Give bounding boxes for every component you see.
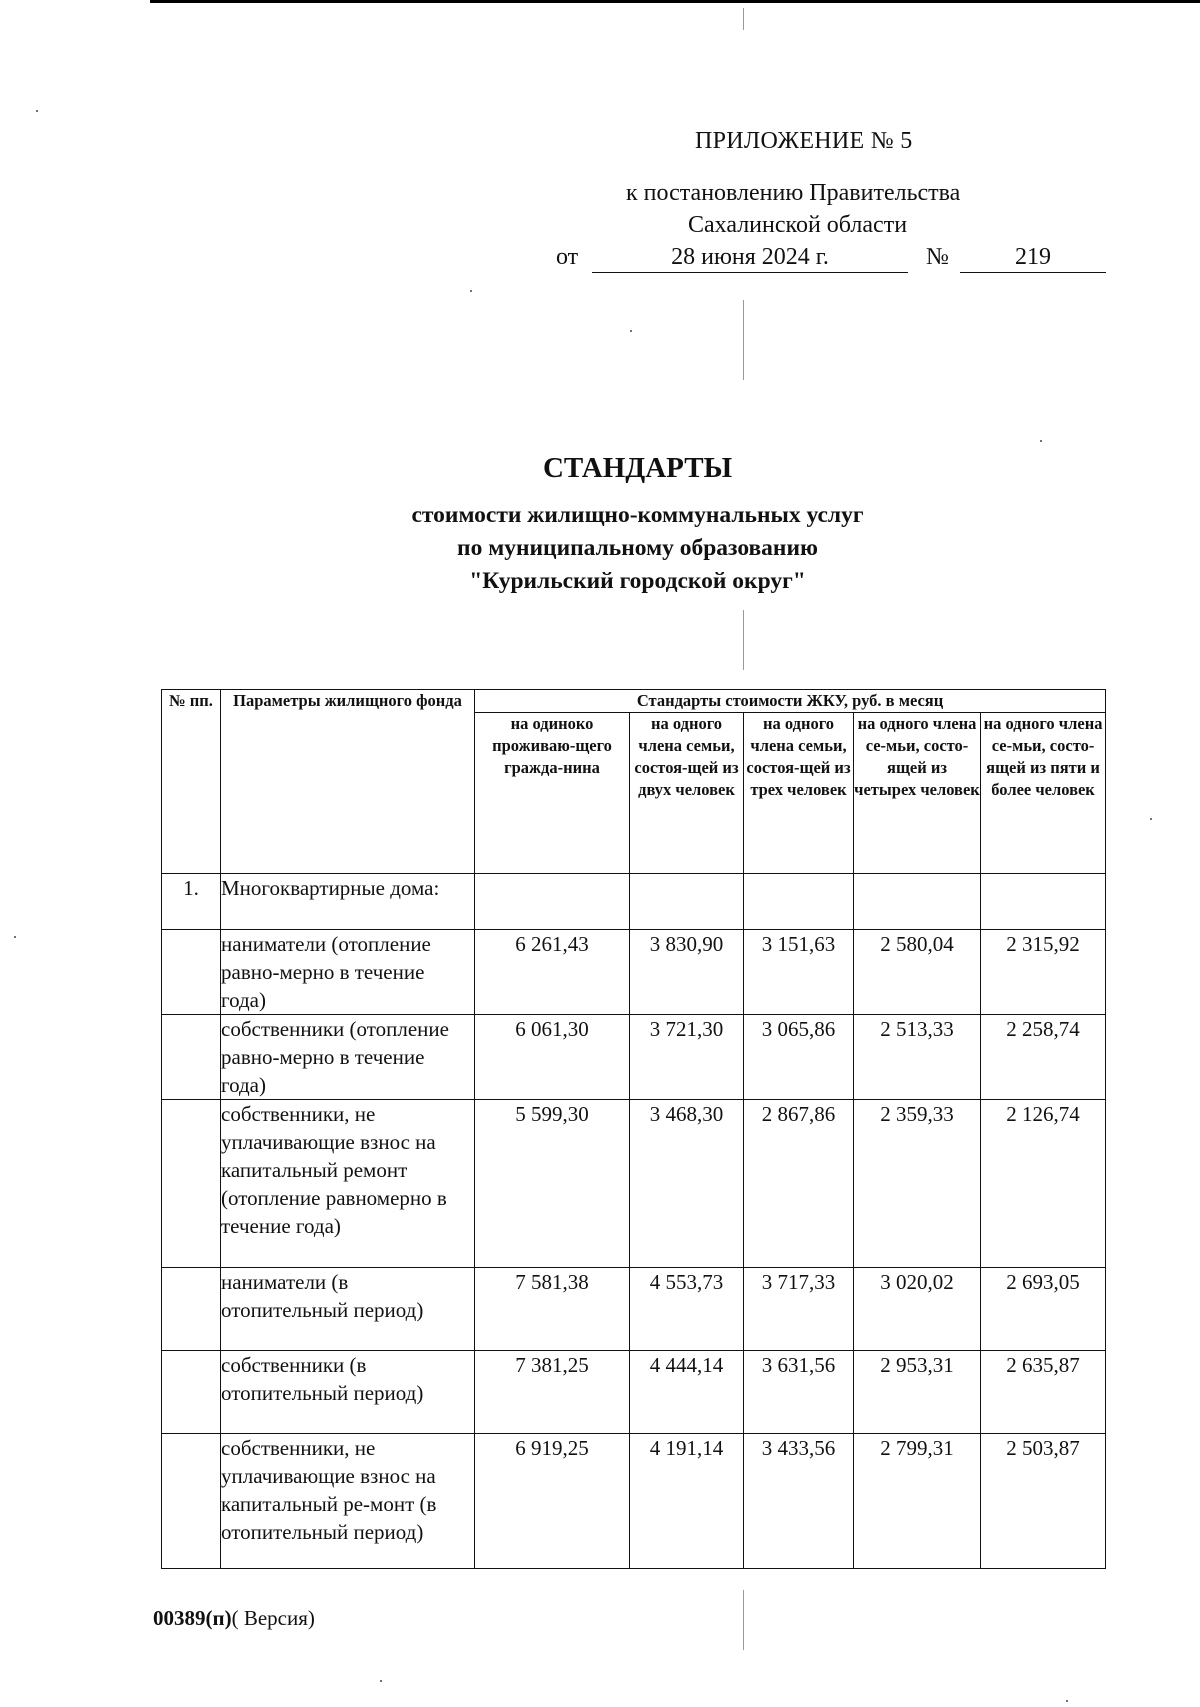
decree-reference: к постановлению Правительства bbox=[626, 180, 961, 206]
document-subtitle-line-3: "Курильский городской округ" bbox=[469, 568, 806, 594]
decree-date-line bbox=[556, 244, 1106, 276]
scan-fold-mark bbox=[743, 610, 744, 670]
column-header-family-3: на одного члена семьи, состоя-щей из трех человек bbox=[744, 713, 854, 874]
row-value: 7 381,25 bbox=[475, 1351, 630, 1434]
row-value bbox=[475, 874, 630, 930]
column-group-header: Стандарты стоимости ЖКУ, руб. в месяц bbox=[475, 690, 1106, 713]
row-parameter: наниматели (отопление равно-мерно в течение года) bbox=[221, 930, 475, 1015]
row-number bbox=[162, 1351, 221, 1434]
row-value: 3 151,63 bbox=[744, 930, 854, 1015]
scan-speck bbox=[470, 290, 472, 292]
decree-number: 219 bbox=[960, 244, 1106, 273]
row-value: 2 867,86 bbox=[744, 1100, 854, 1268]
row-value: 2 359,33 bbox=[854, 1100, 981, 1268]
scan-fold-mark bbox=[743, 300, 744, 380]
table-row bbox=[162, 1015, 1106, 1100]
row-value: 2 126,74 bbox=[981, 1100, 1106, 1268]
scan-speck bbox=[14, 936, 16, 938]
scan-fold-mark bbox=[743, 1590, 744, 1650]
row-number bbox=[162, 1100, 221, 1268]
row-value bbox=[630, 874, 744, 930]
scan-speck bbox=[1066, 1700, 1068, 1702]
row-value: 2 693,05 bbox=[981, 1268, 1106, 1351]
row-parameter: собственники, не уплачивающие взнос на капитальный ремонт (отопление равномерно в течение года) bbox=[221, 1100, 475, 1268]
row-value: 2 799,31 bbox=[854, 1434, 981, 1569]
row-value: 2 635,87 bbox=[981, 1351, 1106, 1434]
row-value bbox=[854, 874, 981, 930]
row-number bbox=[162, 1268, 221, 1351]
appendix-label: ПРИЛОЖЕНИЕ № 5 bbox=[695, 128, 913, 154]
decree-date: 28 июня 2024 г. bbox=[592, 244, 908, 273]
row-value: 2 258,74 bbox=[981, 1015, 1106, 1100]
row-value: 2 503,87 bbox=[981, 1434, 1106, 1569]
row-value: 6 061,30 bbox=[475, 1015, 630, 1100]
row-value: 3 468,30 bbox=[630, 1100, 744, 1268]
row-value: 4 191,14 bbox=[630, 1434, 744, 1569]
row-value: 4 444,14 bbox=[630, 1351, 744, 1434]
date-prefix: от bbox=[556, 244, 579, 270]
number-sign: № bbox=[926, 244, 949, 270]
row-parameter: собственники (отопление равно-мерно в течение года) bbox=[221, 1015, 475, 1100]
footer-version-label: ( Версия) bbox=[231, 1606, 315, 1630]
row-value: 4 553,73 bbox=[630, 1268, 744, 1351]
scan-top-edge bbox=[150, 0, 1200, 3]
row-value: 6 261,43 bbox=[475, 930, 630, 1015]
row-value: 3 020,02 bbox=[854, 1268, 981, 1351]
scan-speck bbox=[36, 110, 38, 112]
row-number bbox=[162, 930, 221, 1015]
table-row bbox=[162, 1100, 1106, 1268]
row-value: 3 721,30 bbox=[630, 1015, 744, 1100]
row-value: 3 631,56 bbox=[744, 1351, 854, 1434]
footer-version bbox=[153, 1606, 315, 1631]
scan-fold-mark bbox=[743, 8, 744, 30]
column-header-family-5plus: на одного члена се-мьи, состо-ящей из пяти и более человек bbox=[981, 713, 1106, 874]
table-header-row bbox=[162, 690, 1106, 713]
region-name: Сахалинской области bbox=[688, 212, 908, 238]
row-number bbox=[162, 1015, 221, 1100]
row-number: 1. bbox=[162, 874, 221, 930]
row-value: 6 919,25 bbox=[475, 1434, 630, 1569]
table-row bbox=[162, 874, 1106, 930]
scan-speck bbox=[1040, 440, 1042, 442]
row-parameter: Многоквартирные дома: bbox=[221, 874, 475, 930]
row-value: 2 513,33 bbox=[854, 1015, 981, 1100]
row-value bbox=[981, 874, 1106, 930]
row-parameter: наниматели (в отопительный период) bbox=[221, 1268, 475, 1351]
document-subtitle-line-2: по муниципальному образованию bbox=[457, 535, 818, 561]
row-number bbox=[162, 1434, 221, 1569]
row-parameter: собственники, не уплачивающие взнос на капитальный ре-монт (в отопительный период) bbox=[221, 1434, 475, 1569]
row-value: 2 580,04 bbox=[854, 930, 981, 1015]
row-value bbox=[744, 874, 854, 930]
table-row bbox=[162, 930, 1106, 1015]
row-value: 3 717,33 bbox=[744, 1268, 854, 1351]
row-value: 7 581,38 bbox=[475, 1268, 630, 1351]
document-subtitle-line-1: стоимости жилищно-коммунальных услуг bbox=[411, 502, 864, 528]
row-value: 3 830,90 bbox=[630, 930, 744, 1015]
row-value: 2 315,92 bbox=[981, 930, 1106, 1015]
column-header-family-2: на одного члена семьи, состоя-щей из двух человек bbox=[630, 713, 744, 874]
scan-speck bbox=[630, 330, 632, 332]
row-value: 3 065,86 bbox=[744, 1015, 854, 1100]
table-row bbox=[162, 1434, 1106, 1569]
scan-speck bbox=[1150, 818, 1152, 820]
row-value: 5 599,30 bbox=[475, 1100, 630, 1268]
row-value: 3 433,56 bbox=[744, 1434, 854, 1569]
document-title: СТАНДАРТЫ bbox=[542, 452, 733, 484]
column-header-number: № пп. bbox=[162, 690, 221, 874]
table-row bbox=[162, 1268, 1106, 1351]
table-row bbox=[162, 1351, 1106, 1434]
row-value: 2 953,31 bbox=[854, 1351, 981, 1434]
column-header-params: Параметры жилищного фонда bbox=[221, 690, 475, 874]
row-parameter: собственники (в отопительный период) bbox=[221, 1351, 475, 1434]
footer-code: 00389(п) bbox=[153, 1606, 232, 1630]
scan-speck bbox=[380, 1680, 382, 1682]
column-header-single: на одиноко проживаю-щего гражда-нина bbox=[475, 713, 630, 874]
standards-table bbox=[161, 689, 1106, 1569]
column-header-family-4: на одного члена се-мьи, состо-ящей из четырех человек bbox=[854, 713, 981, 874]
